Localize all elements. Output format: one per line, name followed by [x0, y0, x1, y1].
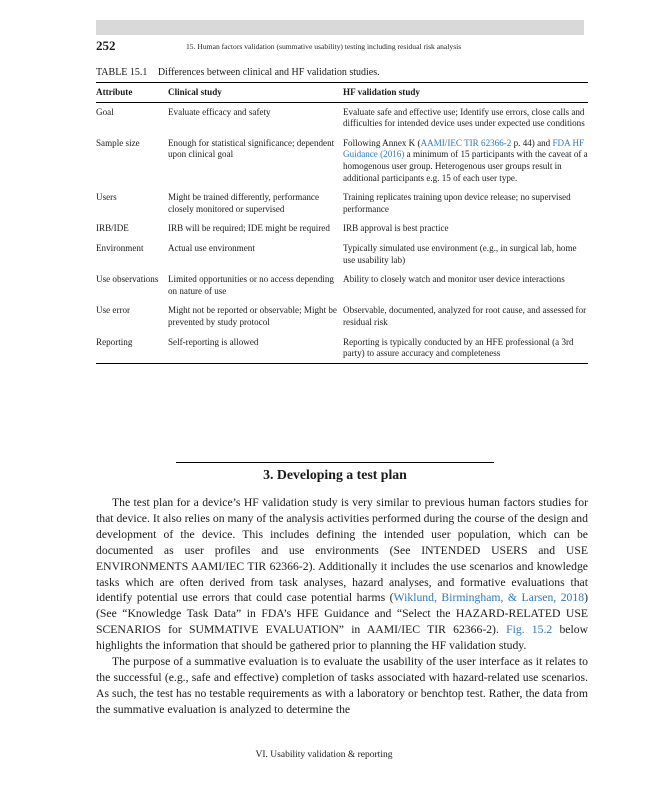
- hf-cell: IRB approval is best practice: [343, 223, 449, 234]
- hf-cell: Typically simulated use environment (e.g., in surgical lab, home use usability lab): [343, 242, 577, 265]
- column-header: Attribute: [96, 83, 168, 103]
- clinical-cell: IRB will be required; IDE might be required: [168, 223, 330, 234]
- attribute-cell: Goal: [96, 106, 114, 117]
- paragraph: [96, 495, 588, 654]
- figure-link[interactable]: Fig. 15.2: [506, 623, 553, 637]
- hf-cell: Ability to closely watch and monitor user device interactions: [343, 274, 565, 285]
- clinical-cell: Might be trained differently, performance closely monitored or supervised: [168, 192, 319, 214]
- attribute-cell: IRB/IDE: [96, 223, 129, 234]
- table-row: [96, 191, 588, 222]
- comparison-table: [96, 82, 588, 364]
- table-row: [96, 273, 588, 304]
- paragraph: The purpose of a summative evaluation is to evaluate the usability of the user interface as it relates to the successful (e.g., safe and effective) completion of tasks associated with hazard-related use scenarios. As such, the test has no testable requirements as with a laboratory or benchtop test. Rather, the data from the summative evaluation is analyzed to determine the: [96, 655, 588, 716]
- clinical-cell: Self-reporting is allowed: [168, 336, 343, 364]
- hf-text: a minimum of 15 participants with the caveat of a homogenous user group. Heterogenous user groups result in additional participants e.g. 15 of each user type.: [343, 149, 588, 183]
- hf-cell: Evaluate safe and effective use; Identify use errors, close calls and difficulties for intended device uses under expected use conditions: [343, 106, 585, 129]
- hf-text: Following Annex K (: [343, 137, 421, 148]
- attribute-cell: Reporting: [96, 336, 168, 364]
- table-row: [96, 102, 588, 137]
- attribute-cell: Sample size: [96, 137, 140, 148]
- hf-cell: Observable, documented, analyzed for root cause, and assessed for residual risk: [343, 305, 587, 327]
- table-caption: [96, 67, 380, 78]
- clinical-cell: Actual use environment: [168, 242, 255, 253]
- hf-cell: Reporting is typically conducted by an HFE professional (a 3rd party) to assure accuracy and completeness: [343, 336, 588, 364]
- citation-link[interactable]: Wiklund, Birmingham, & Larsen, 2018: [393, 591, 585, 605]
- citation-link[interactable]: AAMI/IEC TIR 62366-2: [420, 137, 512, 148]
- attribute-cell: Environment: [96, 242, 144, 253]
- hf-text: p. 44) and: [511, 137, 553, 148]
- clinical-cell: Limited opportunities or no access depending on nature of use: [168, 274, 334, 296]
- paragraph-text: ) (See “Knowledge Task Data” in FDA’s HFE Guidance and “Select the HAZARD-RELATED USE SCENARIOS for SUMMATIVE EVALUATION” in AAMI/IEC TIR 62366-2).: [96, 591, 588, 637]
- attribute-cell: Users: [96, 192, 117, 203]
- header-bar: [96, 20, 584, 35]
- attribute-cell: Use error: [96, 305, 131, 316]
- hf-cell: Training replicates training upon device release; no supervised performance: [343, 192, 571, 214]
- table-row: [96, 304, 588, 335]
- clinical-cell: Might not be reported or observable; Might be prevented by study protocol: [168, 305, 337, 327]
- table-header-row: [96, 83, 588, 103]
- clinical-cell: Enough for statistical significance; dependent upon clinical goal: [168, 137, 335, 160]
- citation-link[interactable]: FDA HF Guidance (2016): [343, 137, 585, 160]
- hf-cell: [343, 137, 588, 191]
- clinical-cell: Evaluate efficacy and safety: [168, 106, 271, 117]
- page-number: 252: [96, 38, 116, 53]
- column-header: Clinical study: [168, 83, 343, 103]
- paragraph-text: below highlights the information that should be gathered prior to planning the HF validation study.: [96, 623, 589, 653]
- body-text: [96, 495, 588, 718]
- table-row: [96, 222, 588, 242]
- table-caption-text: Differences between clinical and HF validation studies.: [157, 67, 380, 78]
- table-row: [96, 137, 588, 191]
- column-header: HF validation study: [343, 83, 588, 103]
- attribute-cell: Use observations: [96, 274, 159, 285]
- table-row: [96, 242, 588, 273]
- section-heading: 3. Developing a test plan: [176, 462, 494, 483]
- table-row: [96, 336, 588, 364]
- running-head: 15. Human factors validation (summative usability) testing including residual risk analysis: [186, 42, 462, 51]
- paragraph-text: The test plan for a device’s HF validation study is very similar to previous human factors studies for that device. It also relies on many of the analysis activities performed during the course of the design and development of the device. This includes defining the intended user population, which can be documented as user profiles and use environments (See INTENDED USERS and USE ENVIRONMENTS AAMI/IEC TIR 62366-2). Additionally it includes the use scenarios and knowledge tasks which are often derived from task analyses, hazard analyses, and formative evaluations that identify potential use errors that could case potential harms (: [96, 496, 588, 605]
- page-footer: VI. Usability validation & reporting: [255, 750, 393, 760]
- table-label: TABLE 15.1: [96, 67, 148, 78]
